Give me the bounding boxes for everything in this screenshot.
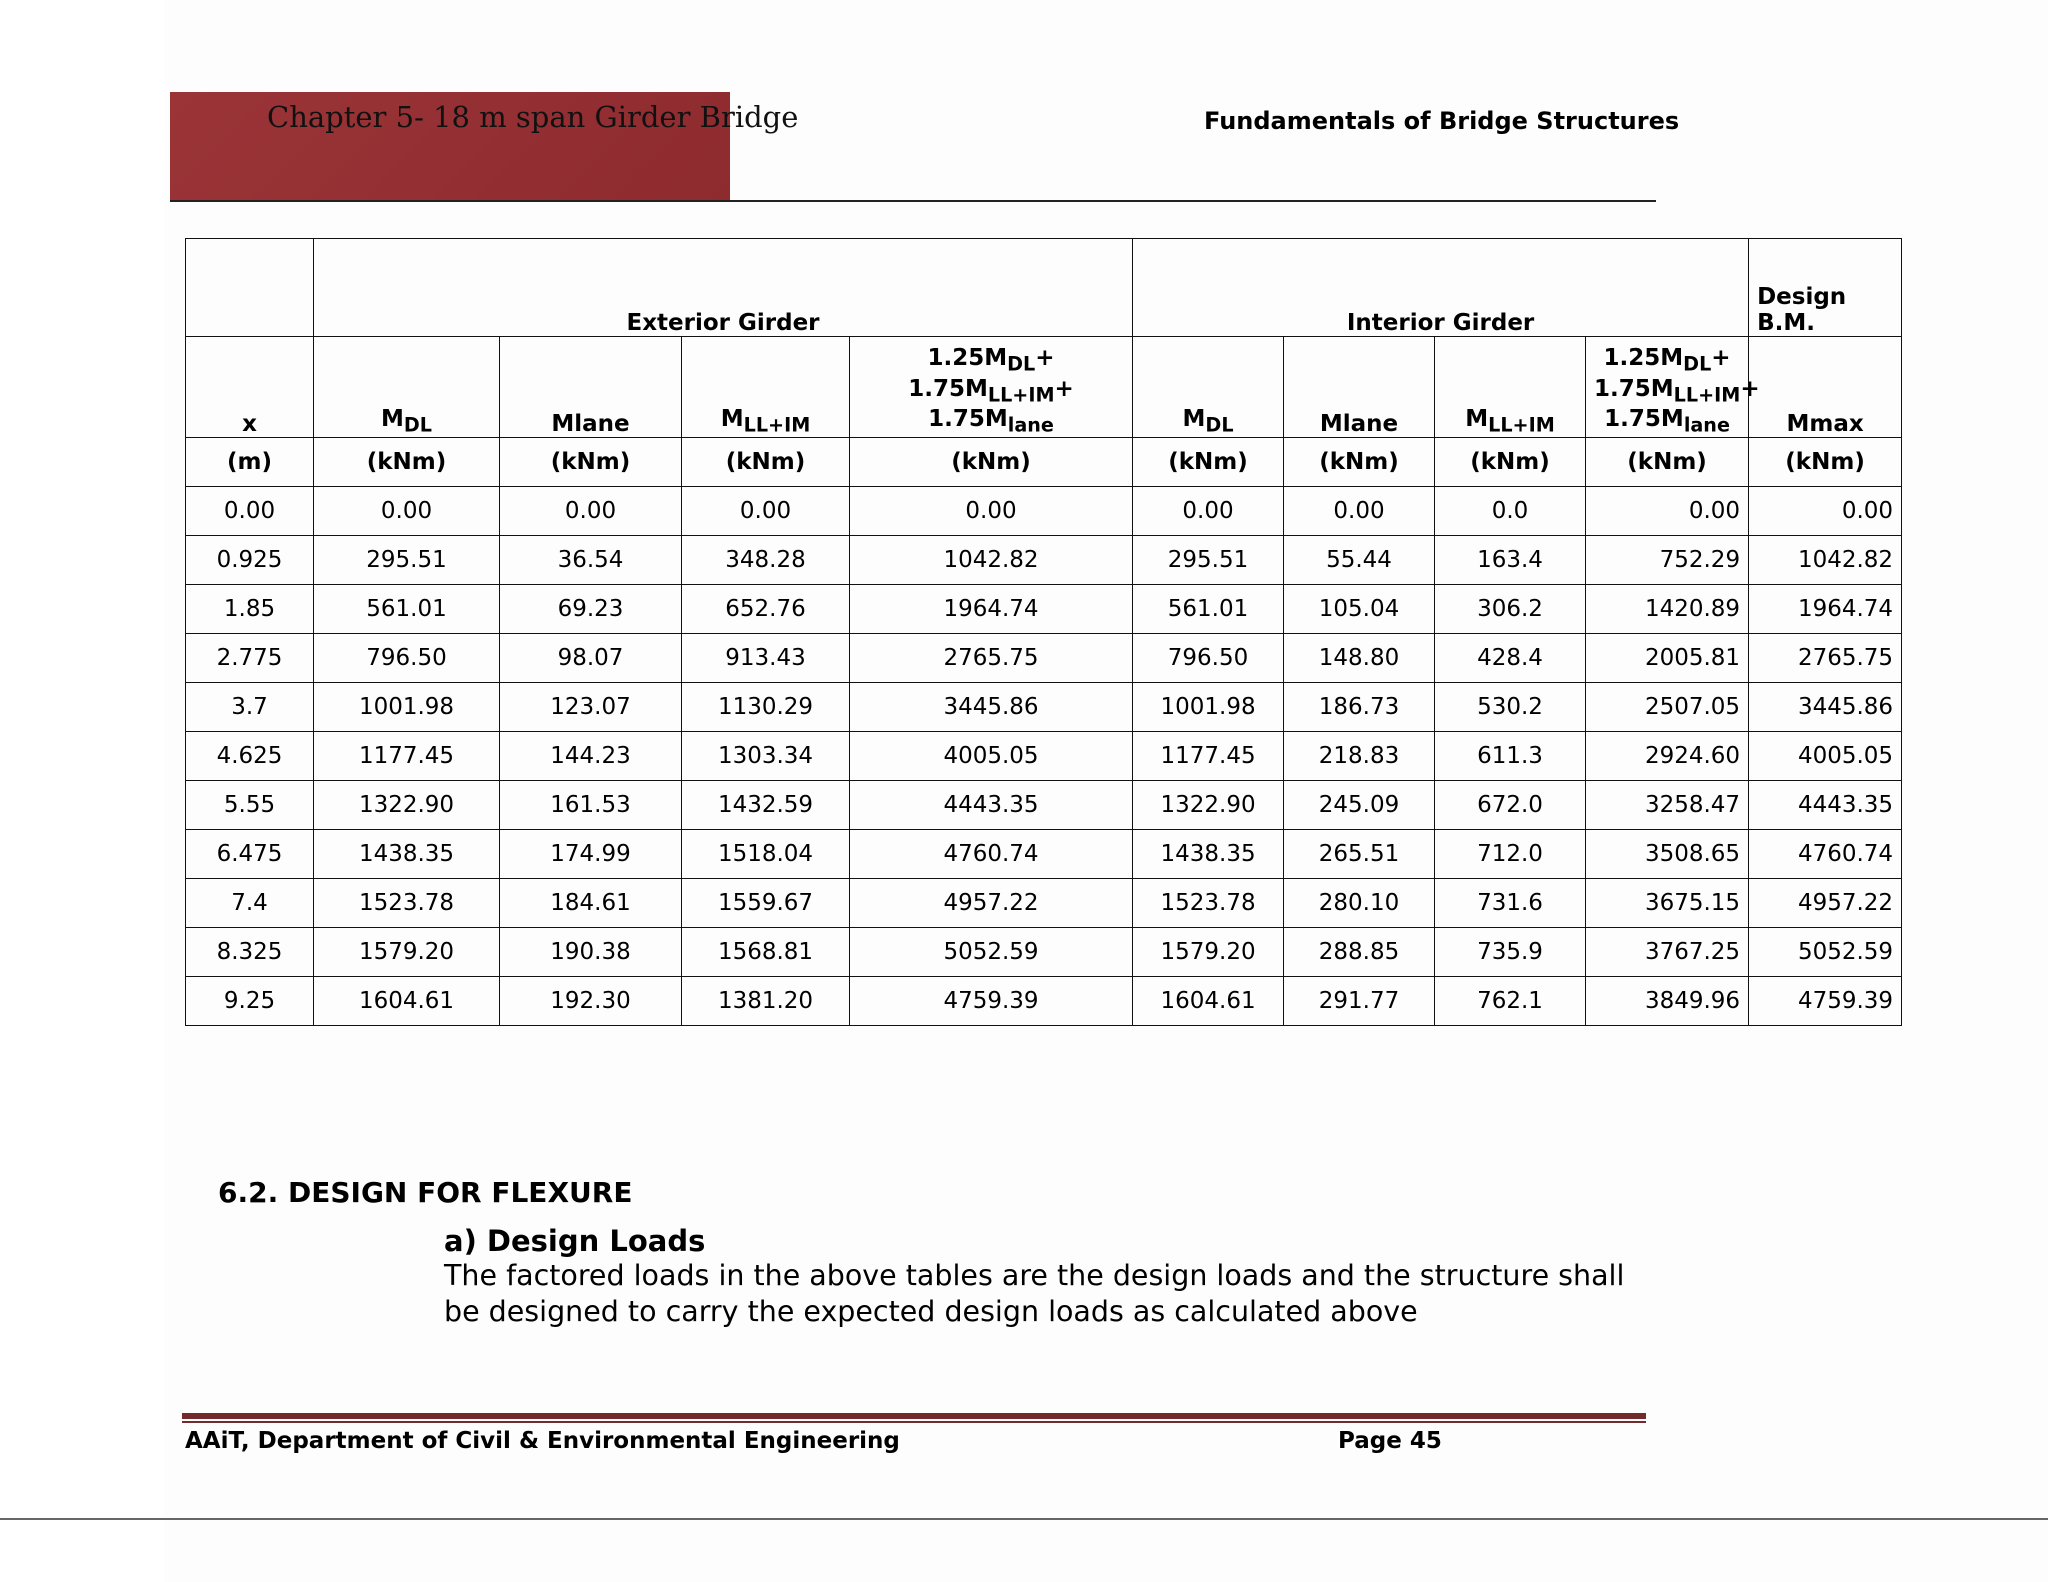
bending-moment-table — [185, 238, 1902, 1026]
table-cell: 7.4 — [186, 879, 314, 928]
table-cell: 3258.47 — [1586, 781, 1749, 830]
col-int-mlane: Mlane — [1284, 337, 1435, 438]
table-cell: 9.25 — [186, 977, 314, 1026]
table-cell: 192.30 — [500, 977, 682, 1026]
table-cell: 163.4 — [1435, 536, 1586, 585]
page-bottom-rule — [0, 1518, 2048, 1520]
table-cell: 291.77 — [1284, 977, 1435, 1026]
table-cell: 0.00 — [1133, 487, 1284, 536]
table-cell: 2765.75 — [1749, 634, 1902, 683]
footer-rule-thick — [182, 1413, 1646, 1419]
table-cell: 530.2 — [1435, 683, 1586, 732]
table-cell: 0.00 — [682, 487, 850, 536]
table-cell: 4760.74 — [1749, 830, 1902, 879]
table-cell: 1604.61 — [1133, 977, 1284, 1026]
table-row — [186, 781, 1902, 830]
table-cell: 3767.25 — [1586, 928, 1749, 977]
table-cell: 295.51 — [314, 536, 500, 585]
table-cell: 712.0 — [1435, 830, 1586, 879]
table-cell: 0.00 — [186, 487, 314, 536]
table-row — [186, 487, 1902, 536]
table-cell: 1518.04 — [682, 830, 850, 879]
table-cell: 306.2 — [1435, 585, 1586, 634]
table-cell: 174.99 — [500, 830, 682, 879]
table-cell: 1042.82 — [1749, 536, 1902, 585]
table-cell: 6.475 — [186, 830, 314, 879]
table-cell: 0.0 — [1435, 487, 1586, 536]
table-cell: 295.51 — [1133, 536, 1284, 585]
table-cell: 148.80 — [1284, 634, 1435, 683]
table-cell: 796.50 — [314, 634, 500, 683]
col-mmax: Mmax — [1749, 337, 1902, 438]
exterior-girder-header: Exterior Girder — [314, 239, 1133, 337]
table-cell: 4443.35 — [850, 781, 1133, 830]
table-cell: 2.775 — [186, 634, 314, 683]
table-cell: 98.07 — [500, 634, 682, 683]
footer-department: AAiT, Department of Civil & Environmental Engineering — [185, 1428, 900, 1454]
unit-cell: (kNm) — [682, 438, 850, 487]
table-cell: 796.50 — [1133, 634, 1284, 683]
unit-cell: (kNm) — [850, 438, 1133, 487]
table-cell: 1381.20 — [682, 977, 850, 1026]
table-cell: 3508.65 — [1586, 830, 1749, 879]
table-cell: 3675.15 — [1586, 879, 1749, 928]
table-cell: 2507.05 — [1586, 683, 1749, 732]
unit-cell: (kNm) — [314, 438, 500, 487]
col-ext-combo: $1.25M_{DL}+$ $1.75M_{LL+IM}+$ $1.75M_{lane}$ — [850, 337, 1133, 438]
table-cell: 1322.90 — [314, 781, 500, 830]
section-heading: 6.2. DESIGN FOR FLEXURE — [218, 1176, 633, 1209]
table-cell: 4760.74 — [850, 830, 1133, 879]
table-cell: 762.1 — [1435, 977, 1586, 1026]
table-row — [186, 879, 1902, 928]
table-cell: 5052.59 — [850, 928, 1133, 977]
table-cell: 2924.60 — [1586, 732, 1749, 781]
table-cell: 735.9 — [1435, 928, 1586, 977]
table-cell: 1964.74 — [1749, 585, 1902, 634]
table-cell: 1964.74 — [850, 585, 1133, 634]
col-ext-mdl: $M_{DL}$ — [314, 337, 500, 438]
table-cell: 105.04 — [1284, 585, 1435, 634]
table-cell: 4005.05 — [1749, 732, 1902, 781]
table-cell: 752.29 — [1586, 536, 1749, 585]
table-cell: 1001.98 — [314, 683, 500, 732]
table-cell: 1604.61 — [314, 977, 500, 1026]
table-cell: 0.00 — [1586, 487, 1749, 536]
table-row — [186, 683, 1902, 732]
table-group-header-row — [186, 239, 1902, 337]
col-int-combo: $1.25M_{DL}+$ $1.75M_{LL+IM}+$ $1.75M_{lane}$ — [1586, 337, 1749, 438]
table-cell: 245.09 — [1284, 781, 1435, 830]
page-number: Page 45 — [1338, 1428, 1442, 1454]
table-cell: 280.10 — [1284, 879, 1435, 928]
table-cell: 3445.86 — [850, 683, 1133, 732]
blank-header-cell — [186, 239, 314, 337]
table-cell: 1523.78 — [1133, 879, 1284, 928]
table-cell: 4759.39 — [1749, 977, 1902, 1026]
table-body — [186, 487, 1902, 1026]
unit-cell: (m) — [186, 438, 314, 487]
table-cell: 1579.20 — [314, 928, 500, 977]
design-bm-header: Design B.M. — [1749, 239, 1902, 337]
table-row — [186, 585, 1902, 634]
table-cell: 218.83 — [1284, 732, 1435, 781]
col-int-mll: $M_{LL+IM}$ — [1435, 337, 1586, 438]
table-cell: 1177.45 — [314, 732, 500, 781]
table-cell: 428.4 — [1435, 634, 1586, 683]
table-cell: 36.54 — [500, 536, 682, 585]
table-cell: 4759.39 — [850, 977, 1133, 1026]
table-cell: 2765.75 — [850, 634, 1133, 683]
table-cell: 184.61 — [500, 879, 682, 928]
table-cell: 5.55 — [186, 781, 314, 830]
table-cell: 1523.78 — [314, 879, 500, 928]
footer-rule-thin — [182, 1421, 1646, 1423]
table-cell: 4957.22 — [850, 879, 1133, 928]
table-cell: 0.00 — [314, 487, 500, 536]
table-cell: 1.85 — [186, 585, 314, 634]
chapter-title: Chapter 5- 18 m span Girder Bridge — [267, 100, 799, 134]
table-cell: 0.00 — [1284, 487, 1435, 536]
table-cell: 1130.29 — [682, 683, 850, 732]
table-cell: 265.51 — [1284, 830, 1435, 879]
table-cell: 1568.81 — [682, 928, 850, 977]
table-cell: 1559.67 — [682, 879, 850, 928]
table-cell: 144.23 — [500, 732, 682, 781]
table-cell: 161.53 — [500, 781, 682, 830]
table-cell: 611.3 — [1435, 732, 1586, 781]
unit-cell: (kNm) — [1435, 438, 1586, 487]
table-cell: 2005.81 — [1586, 634, 1749, 683]
table-cell: 731.6 — [1435, 879, 1586, 928]
table-cell: 1001.98 — [1133, 683, 1284, 732]
table-cell: 672.0 — [1435, 781, 1586, 830]
table-cell: 1438.35 — [314, 830, 500, 879]
table-cell: 3445.86 — [1749, 683, 1902, 732]
col-x: x — [186, 337, 314, 438]
col-ext-mlane: Mlane — [500, 337, 682, 438]
table-cell: 913.43 — [682, 634, 850, 683]
unit-cell: (kNm) — [1133, 438, 1284, 487]
table-cell: 4957.22 — [1749, 879, 1902, 928]
table-cell: 5052.59 — [1749, 928, 1902, 977]
table-cell: 1420.89 — [1586, 585, 1749, 634]
table-cell: 3.7 — [186, 683, 314, 732]
table-cell: 0.00 — [1749, 487, 1902, 536]
subsection-heading: a) Design Loads — [444, 1224, 706, 1258]
table-cell: 1042.82 — [850, 536, 1133, 585]
table-cell: 69.23 — [500, 585, 682, 634]
unit-cell: (kNm) — [500, 438, 682, 487]
table-cell: 4443.35 — [1749, 781, 1902, 830]
unit-cell: (kNm) — [1284, 438, 1435, 487]
table-cell: 1579.20 — [1133, 928, 1284, 977]
table-cell: 186.73 — [1284, 683, 1435, 732]
unit-cell: (kNm) — [1749, 438, 1902, 487]
unit-cell: (kNm) — [1586, 438, 1749, 487]
table-row — [186, 732, 1902, 781]
table-cell: 1432.59 — [682, 781, 850, 830]
table-cell: 288.85 — [1284, 928, 1435, 977]
table-cell: 4.625 — [186, 732, 314, 781]
col-ext-mll: $M_{LL+IM}$ — [682, 337, 850, 438]
table-cell: 1177.45 — [1133, 732, 1284, 781]
table-cell: 561.01 — [314, 585, 500, 634]
interior-girder-header: Interior Girder — [1133, 239, 1749, 337]
body-paragraph: The factored loads in the above tables are the design loads and the structure shall be designed to carry the expected design loads as calculated above — [444, 1259, 1625, 1328]
col-int-mdl: $M_{DL}$ — [1133, 337, 1284, 438]
table-row — [186, 536, 1902, 585]
table-row — [186, 928, 1902, 977]
table-row — [186, 634, 1902, 683]
table-cell: 561.01 — [1133, 585, 1284, 634]
table-units-row — [186, 438, 1902, 487]
table-cell: 348.28 — [682, 536, 850, 585]
table-cell: 4005.05 — [850, 732, 1133, 781]
table-cell: 8.325 — [186, 928, 314, 977]
table-cell: 0.925 — [186, 536, 314, 585]
table-column-header-row — [186, 337, 1902, 438]
book-title: Fundamentals of Bridge Structures — [1204, 107, 1680, 135]
table-cell: 652.76 — [682, 585, 850, 634]
table-cell: 1303.34 — [682, 732, 850, 781]
table-cell: 0.00 — [850, 487, 1133, 536]
table-cell: 3849.96 — [1586, 977, 1749, 1026]
table-cell: 123.07 — [500, 683, 682, 732]
header-rule — [170, 200, 1656, 202]
table-cell: 55.44 — [1284, 536, 1435, 585]
table-cell: 190.38 — [500, 928, 682, 977]
table-cell: 1438.35 — [1133, 830, 1284, 879]
table-row — [186, 830, 1902, 879]
table-cell: 0.00 — [500, 487, 682, 536]
table-cell: 1322.90 — [1133, 781, 1284, 830]
table-row — [186, 977, 1902, 1026]
